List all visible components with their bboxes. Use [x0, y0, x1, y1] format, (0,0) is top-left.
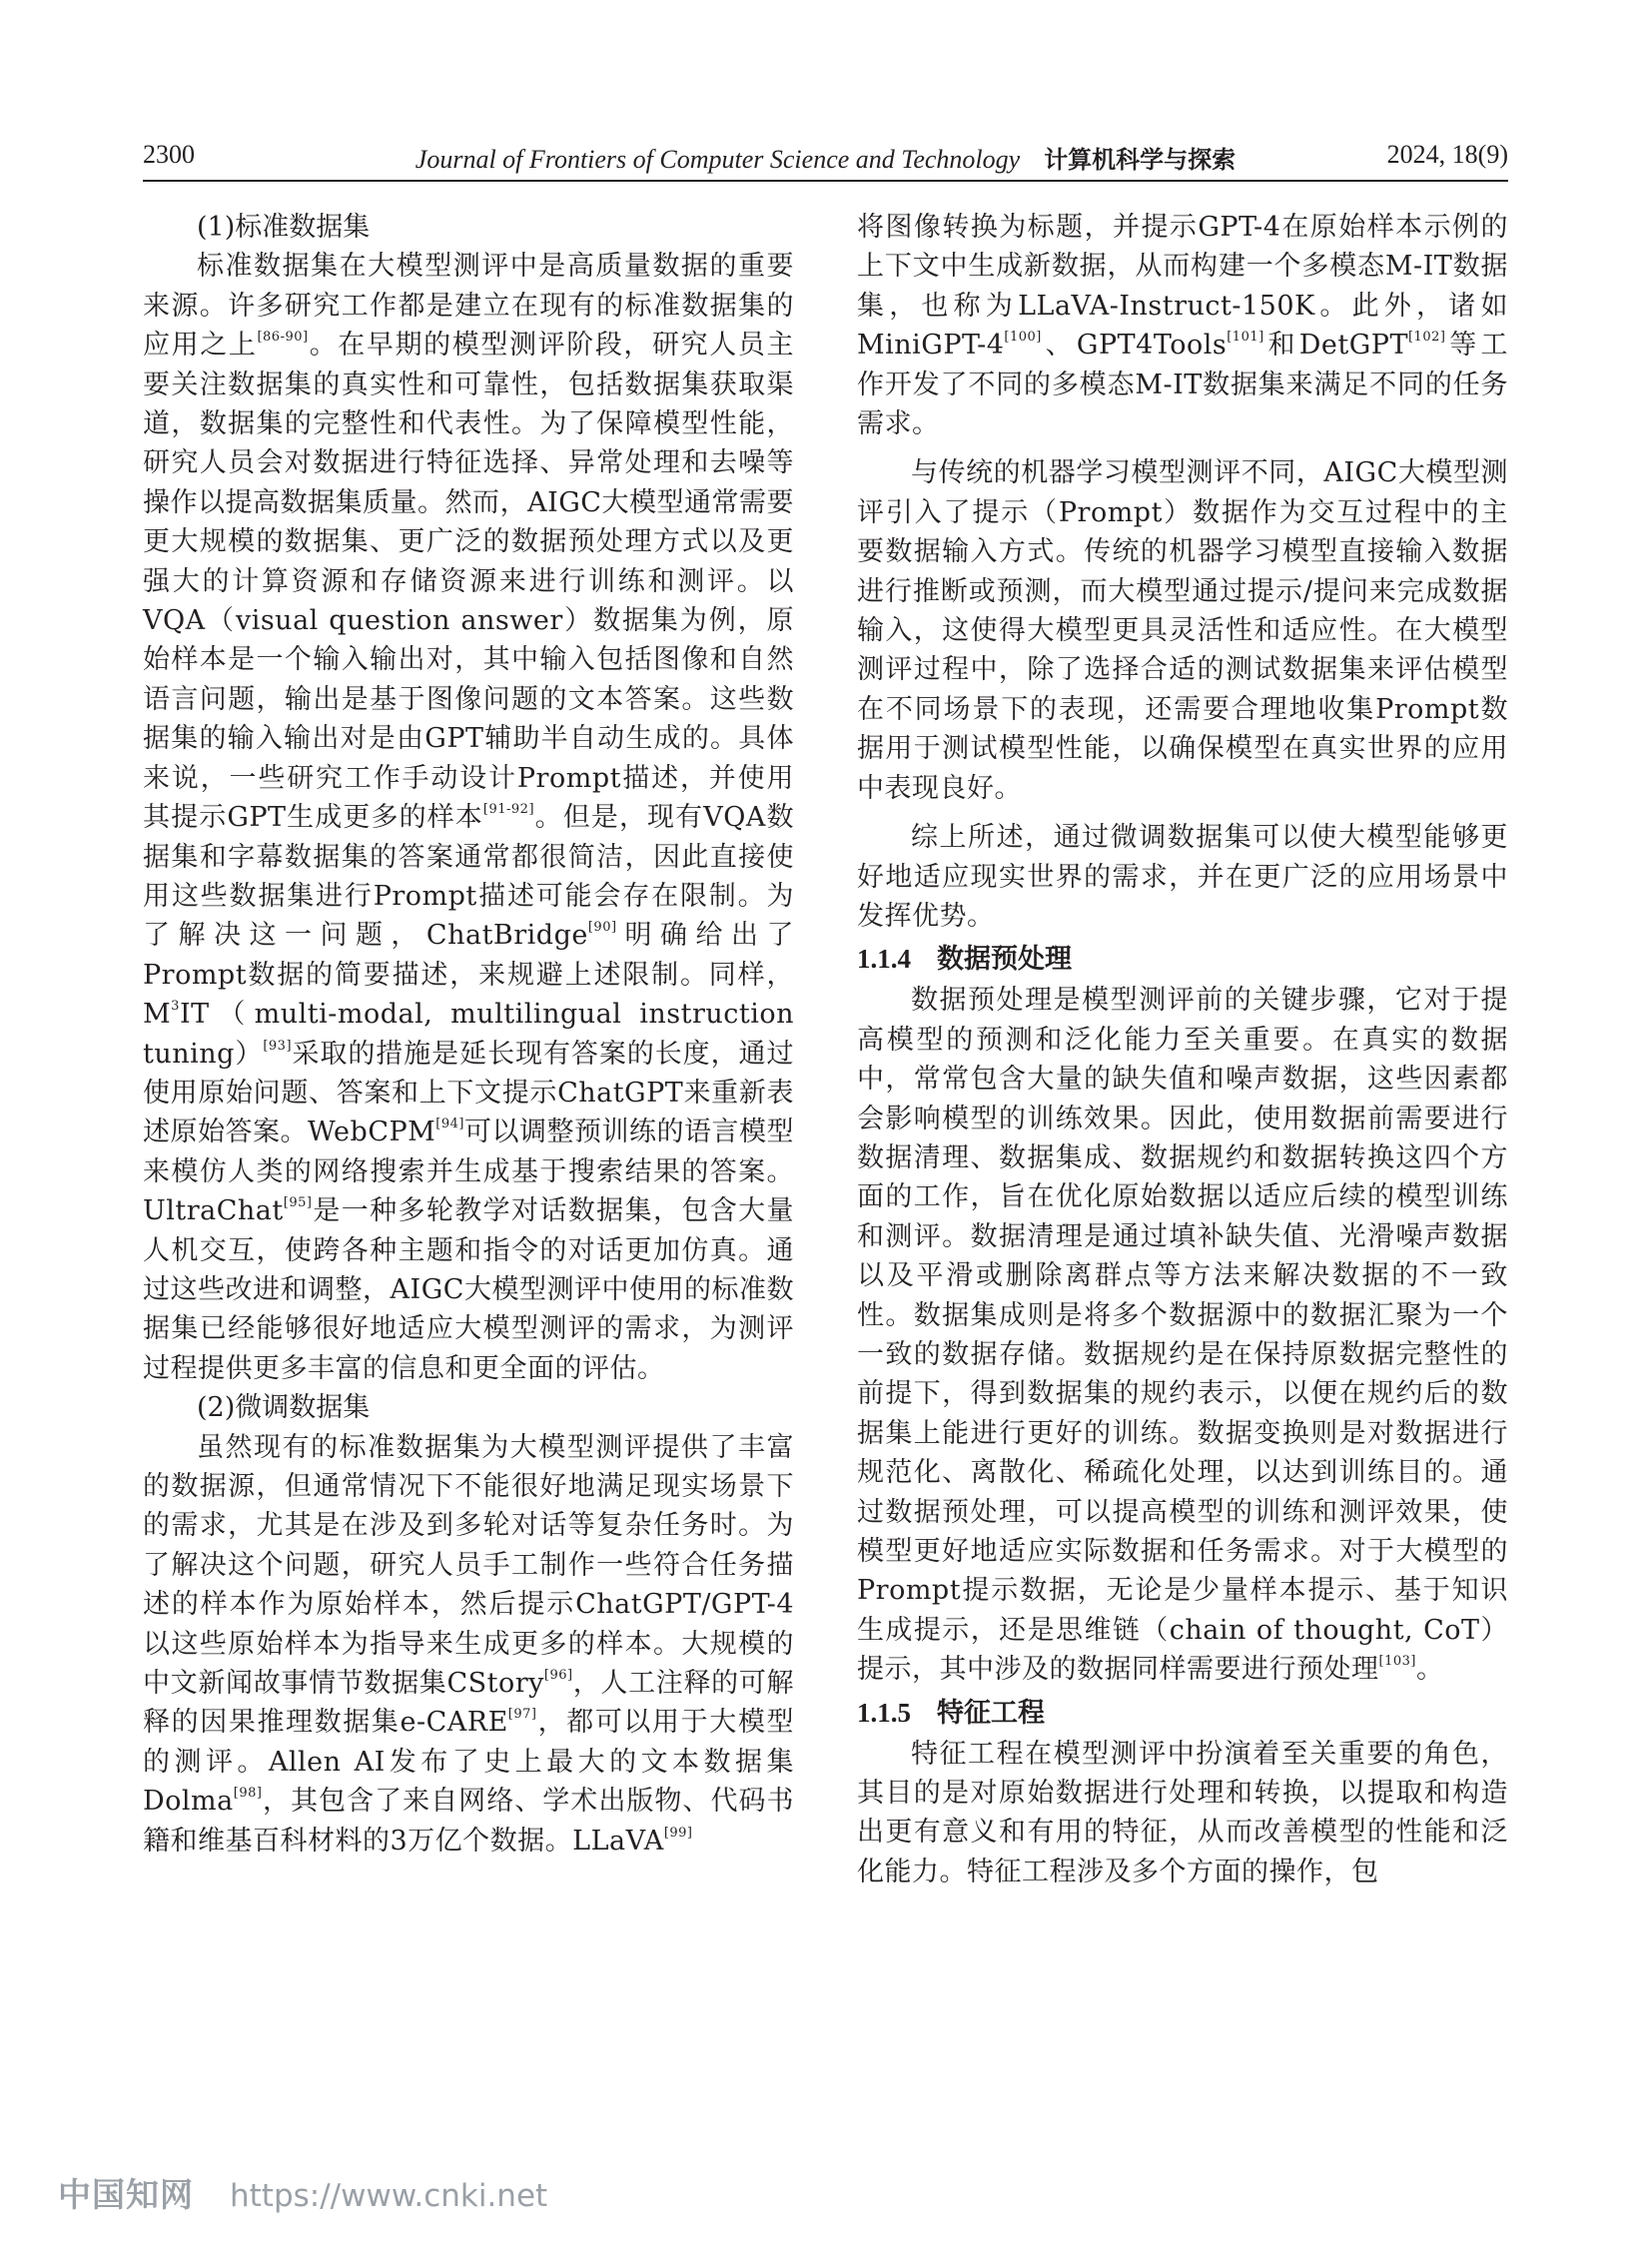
section-heading-preprocessing: 1.1.4 数据预处理 [857, 944, 1072, 976]
left-column [143, 208, 794, 1861]
citation: [93] [263, 1038, 293, 1054]
journal-title [143, 140, 1508, 175]
cnki-url: https://www.cnki.net [230, 2178, 548, 2214]
paragraph-summary: 综上所述，通过微调数据集可以使大模型能够更好地适应现实世界的需求，并在更广泛的应用场景中发挥优势。 [857, 822, 1508, 932]
header-rule [143, 180, 1508, 182]
citation: [97] [507, 1707, 537, 1723]
citation: [98] [233, 1786, 263, 1802]
paragraph-standard-datasets: 标准数据集在大模型测评中是高质量数据的重要来源。许多研究工作都是建立在现有的标准数据集的应用之上[86-90]。在早期的模型测评阶段，研究人员主要关注数据集的真实性和可靠性，包括数据集获取渠道，数据集的完整性和代表性。为了保障模型性能，研究人员会对数据进行特征选择、异常处理和去噪等操作以提高数据集质量。然而，AIGC大模型通常需要更大规模的数据集、更广泛的数据预处理方式以及更强大的计算资源和存储资源来进行训练和测评。以VQA（visual question answer）数据集为例，原始样本是一个输入输出对，其中输入包括图像和自然语言问题，输出是基于图像问题的文本答案。这些数据集的输入输出对是由GPT辅助半自动生成的。具体来说，一些研究工作手动设计Prompt描述，并使用其提示GPT生成更多的样本[91-92]。但是，现有VQA数据集和字幕数据集的答案通常都很简洁，因此直接使用这些数据集进行Prompt描述可能会存在限制。为了解决这一问题，ChatBridge[90]明确给出了Prompt数据的简要描述，来规避上述限制。同样，$M^3IT(multi$-modal, multilingual instruction tuning）[93]采取的措施是延长现有答案的长度，通过使用原始问题、答案和上下文提示ChatGPT来重新表述原始答案。WebCPM[94]可以调整预训练的语言模型来模仿人类的网络搜索并生成基于搜索结果的答案。UltraChat[95]是一种多轮教学对话数据集，包含大量人机交互，使跨各种主题和指令的对话更加仿真。通过这些改进和调整，AIGC大模型测评中使用的标准数据集已经能够很好地适应大模型测评的需求，为测评过程提供更多丰富的信息和更全面的评估。 [143, 251, 795, 1384]
citation: [95] [283, 1195, 313, 1211]
section-heading-feature-engineering: 1.1.5 特征工程 [857, 1697, 1045, 1729]
page-number: 2300 [143, 140, 195, 169]
citation: [99] [663, 1825, 693, 1841]
running-header [143, 132, 1508, 182]
paragraph-prompt-data: 与传统的机器学习模型测评不同，AIGC大模型测评引入了提示（Prompt）数据作为交互过程中的主要数据输入方式。传统的机器学习模型直接输入数据进行推断或预测，而大模型通过提示/提问来完成数据输入，这使得大模型更具灵活性和适应性。在大模型测评过程中，除了选择合适的测试数据集来评估模型在不同场景下的表现，还需要合理地收集Prompt数据用于测试模型性能，以确保模型在真实世界的应用中表现良好。 [857, 457, 1508, 804]
citation: [91-92] [482, 802, 535, 818]
citation: [96] [543, 1668, 573, 1684]
citation: [101] [1227, 330, 1264, 346]
citation: [90] [587, 920, 617, 936]
journal-title-en: Journal of Frontiers of Computer Science and Technology [414, 145, 1021, 174]
paragraph-llava-continued: 将图像转换为标题，并提示GPT-4在原始样本示例的上下文中生成新数据，从而构建一个多模态M-IT数据集，也称为LLaVA-Instruct-150K。此外，诸如MiniGPT-4[100]、GPT4Tools[101]和DetGPT[102]等工作开发了不同的多模态M-IT数据集来满足不同的任务需求。 [857, 212, 1508, 440]
citation: [94] [435, 1117, 464, 1132]
paragraph-preprocessing: 数据预处理是模型测评前的关键步骤，它对于提高模型的预测和泛化能力至关重要。在真实的数据中，常常包含大量的缺失值和噪声数据，这些因素都会影响模型的训练效果。因此，使用数据前需要进行数据清理、数据集成、数据规约和数据转换这四个方面的工作，旨在优化原始数据以适应后续的模型训练和测评。数据清理是通过填补缺失值、光滑噪声数据以及平滑或删除离群点等方法来解决数据的不一致性。数据集成则是将多个数据源中的数据汇聚为一个一致的数据存储。数据规约是在保持原数据完整性的前提下，得到数据集的规约表示，以便在规约后的数据集上能进行更好的训练。数据变换则是对数据进行规范化、离散化、稀疏化处理，以达到训练目的。通过数据预处理，可以提高模型的训练和测评效果，使模型更好地适应实际数据和任务需求。对于大模型的Prompt提示数据，无论是少量样本提示、基于知识生成提示，还是思维链（chain of thought, CoT）提示，其中涉及的数据同样需要进行预处理[103]。 [857, 985, 1508, 1686]
right-column [857, 208, 1508, 1891]
paragraph-finetune-datasets: 虽然现有的标准数据集为大模型测评提供了丰富的数据源，但通常情况下不能很好地满足现实场景下的需求，尤其是在涉及到多轮对话等复杂任务时。为了解决这个问题，研究人员手工制作一些符合任务描述的样本作为原始样本，然后提示ChatGPT/GPT-4以这些原始样本为指导来生成更多的样本。大规模的中文新闻故事情节数据集CStory[96]，人工注释的可解释的因果推理数据集e-CARE[97]，都可以用于大模型的测评。Allen AI发布了史上最大的文本数据集Dolma[98]，其包含了来自网络、学术出版物、代码书籍和维基百科材料的3万亿个数据。LLaVA[99] [143, 1431, 795, 1857]
citation: [86-90] [257, 330, 309, 346]
volume-issue: 2024, 18(9) [1386, 140, 1508, 169]
journal-title-cn: 计算机科学与探索 [1044, 146, 1237, 174]
citation: [102] [1407, 330, 1446, 346]
citation: [103] [1378, 1654, 1416, 1670]
citation: [100] [1004, 330, 1042, 346]
paragraph-feature-engineering: 特征工程在模型测评中扮演着至关重要的角色，其目的是对原始数据进行处理和转换，以提取和构造出更有意义和有用的特征，从而改善模型的性能和泛化能力。特征工程涉及多个方面的操作，包 [857, 1738, 1508, 1887]
cnki-logo: 中国知网 [58, 2175, 194, 2214]
subheading-standard-datasets: (1)标准数据集 [197, 212, 371, 243]
superscript: 3 [171, 999, 180, 1015]
subheading-finetune-datasets: (2)微调数据集 [197, 1392, 371, 1424]
cnki-watermark [58, 2169, 547, 2213]
